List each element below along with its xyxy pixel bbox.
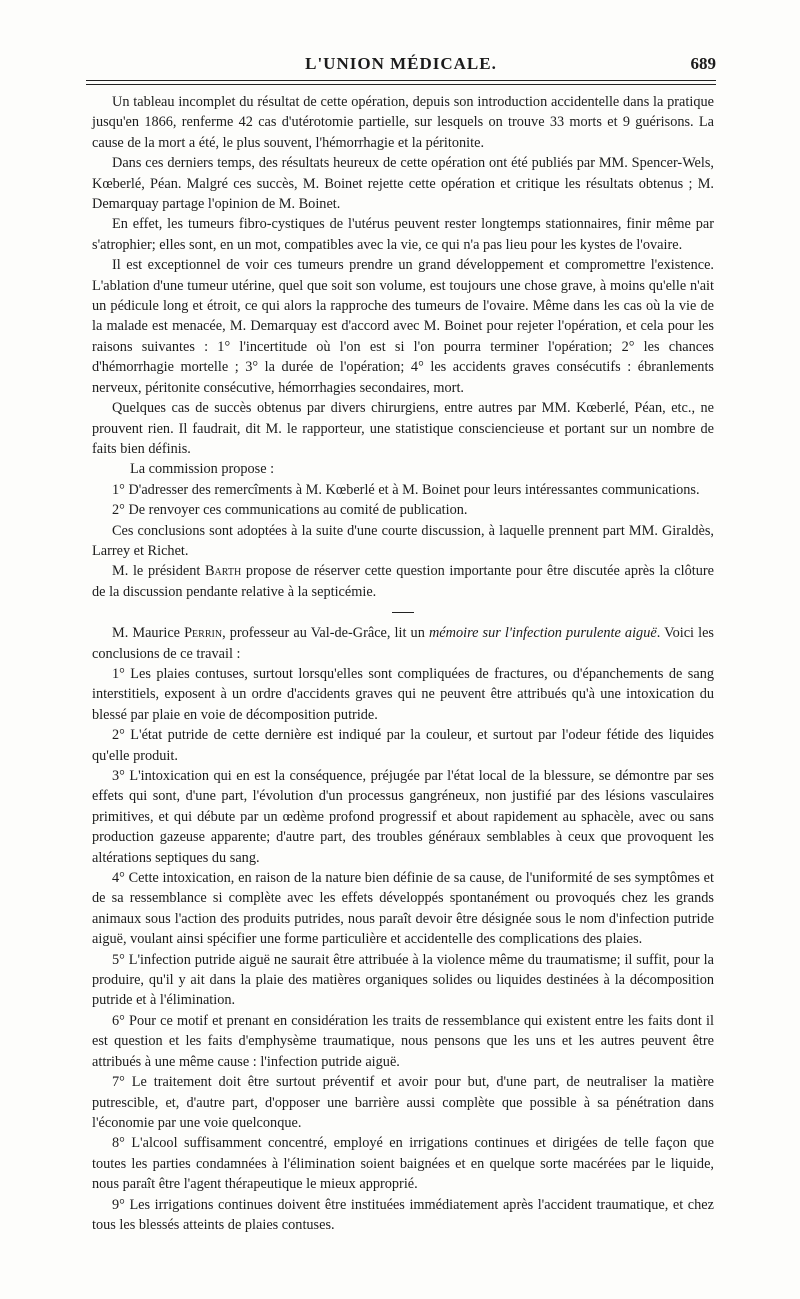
text-run: . Voici les conclusions de ce travail :: [92, 625, 714, 662]
proposal-item: 2° De renvoyer ces communications au comité de publication.: [112, 502, 468, 519]
conclusion-item: 4° Cette intoxication, en raison de la nature bien définie de sa cause, de l'uniformité de ses symptômes et de sa ressemblance si complète avec les effets développés spontanément ou provoqués chez les grands animaux sous l'action des produits putrides, nous paraît devoir être désignée sous le nom d'infection putride aiguë, voulant ainsi spécifier une forme particulière et accidentelle des complications des plaies.: [92, 870, 714, 948]
paragraph: Quelques cas de succès obtenus par divers chirurgiens, entre autres par MM. Kœberlé, Péan, etc., ne prouvent rien. Il faudrait, dit M. le rapporteur, une statistique consciencieuse et portant sur un nombre de faits bien définis.: [92, 400, 714, 457]
commission-heading: La commission propose :: [130, 461, 275, 478]
header-rule-thin: [86, 84, 716, 85]
paragraph: Ces conclusions sont adoptées à la suite d'une courte discussion, à laquelle prennent part MM. Giraldès, Larrey et Richet.: [92, 522, 714, 559]
conclusion-item: 3° L'intoxication qui en est la conséquence, préjugée par l'état local de la blessure, se démontre par ses effets qui sont, d'une part, l'évolution d'un processus gangréneux, non justifié par des lésions vasculaires primitives, et qui débute par un œdème profond progressif et about rapidement au sphacèle, avec ou sans production gazeuse apparente; d'autre part, des troubles généraux semblables à ceux que provoquent les altérations septiques du sang.: [92, 768, 714, 866]
paragraph: [92, 623, 714, 664]
running-header: [86, 52, 716, 78]
journal-title: L'UNION MÉDICALE.: [305, 54, 497, 73]
conclusion-item: 1° Les plaies contuses, surtout lorsqu'elles sont compliquées de fractures, ou d'épanchements de sang interstitiels, exposent à un ordre d'accidents graves qui ne peuvent être attribués qu'à une intoxication du blessé par plaie en voie de décomposition putride.: [92, 665, 714, 723]
president-name: Barth: [205, 563, 242, 580]
conclusion-item: 6° Pour ce motif et prenant en considération les traits de ressemblance qui existent entre les faits dont il est question et les faits d'emphysème traumatique, nous pensons que les uns et les autres peuvent être attribués à une même cause : l'infection putride aiguë.: [92, 1012, 714, 1070]
article-body: [92, 92, 714, 1235]
section-separator: [392, 612, 414, 613]
conclusion-item: 7° Le traitement doit être surtout préventif et avoir pour but, d'une part, de neutraliser la matière putrescible, et, d'autre part, d'opposer une barrière aussi complète que possible à sa pénétration dans l'économie par une voie quelconque.: [92, 1074, 714, 1131]
conclusion-item: 5° L'infection putride aiguë ne saurait être attribuée à la violence même du traumatisme; il suffit, pour la produire, qu'il y ait dans la plaie des matières organiques solides ou liquides destinées à la décomposition putride et à l'élimination.: [92, 951, 714, 1009]
text-run: propose de réserver cette question importante pour être discutée après la clôture de la discussion pendante relative à la septicémie.: [92, 563, 714, 600]
memoir-title: mémoire sur l'infection purulente aiguë: [428, 625, 657, 642]
paragraph: Un tableau incomplet du résultat de cette opération, depuis son introduction accidentelle dans la pratique jusqu'en 1866, renferme 42 cas d'utérotomie partielle, sur lesquels on trouve 33 morts et 9 guérisons. La cause de la mort a été, le plus souvent, l'hémorrhagie et la péritonite.: [92, 94, 714, 151]
paragraph: [92, 561, 714, 602]
text-run: M. le président: [112, 563, 206, 580]
paragraph: Dans ces derniers temps, des résultats heureux de cette opération ont été publiés par MM. Spencer-Wels, Kœberlé, Péan. Malgré ces succès, M. Boinet rejette cette opération et critique les résultats obtenus ; M. Demarquay partage l'opinion de M. Boinet.: [92, 155, 714, 213]
paragraph: En effet, les tumeurs fibro-cystiques de l'utérus peuvent rester longtemps stationnaires, finir même par s'atrophier; elles sont, en un mot, compatibles avec la vie, ce qui n'a pas lieu pour les kystes de l'ovaire.: [92, 216, 714, 253]
author-name: Perrin: [184, 625, 223, 642]
proposal-item: 1° D'adresser des remercîments à M. Kœberlé et à M. Boinet pour leurs intéressantes communications.: [112, 481, 700, 498]
header-rule: [86, 80, 716, 81]
conclusion-item: 2° L'état putride de cette dernière est indiqué par la couleur, et surtout par l'odeur fétide des liquides qu'elle produit.: [92, 727, 714, 764]
paragraph: Il est exceptionnel de voir ces tumeurs prendre un grand développement et compromettre l'existence. L'ablation d'une tumeur utérine, quel que soit son volume, est toujours une chose grave, à moins qu'elle n'ait un pédicule long et étroit, ce qui alors la rapproche des tumeurs de l'ovaire. Même dans les cas où la vie de la malade est menacée, M. Demarquay est d'accord avec M. Boinet pour rejeter l'opération, et cela pour les raisons suivantes : 1° l'incertitude où l'on est si l'on pourra terminer l'opération; 2° les chances d'hémorrhagie mortelle ; 3° la durée de l'opération; 4° les accidents graves consécutifs : ébranlements nerveux, péritonite consécutive, hémorrhagies secondaires, mort.: [92, 257, 714, 396]
page-number: 689: [690, 54, 716, 73]
conclusion-item: 8° L'alcool suffisamment concentré, employé en irrigations continues et dirigées de telle façon que toutes les parties condamnées à l'élimination soient baignées et en quelque sorte macérées par le liquide, nous paraît être l'agent thérapeutique le mieux approprié.: [92, 1135, 714, 1193]
conclusion-item: 9° Les irrigations continues doivent être instituées immédiatement après l'accident traumatique, et chez tous les blessés atteints de plaies contuses.: [92, 1196, 714, 1233]
text-run: M. Maurice: [112, 625, 185, 642]
text-run: , professeur au Val-de-Grâce, lit un: [222, 625, 429, 642]
